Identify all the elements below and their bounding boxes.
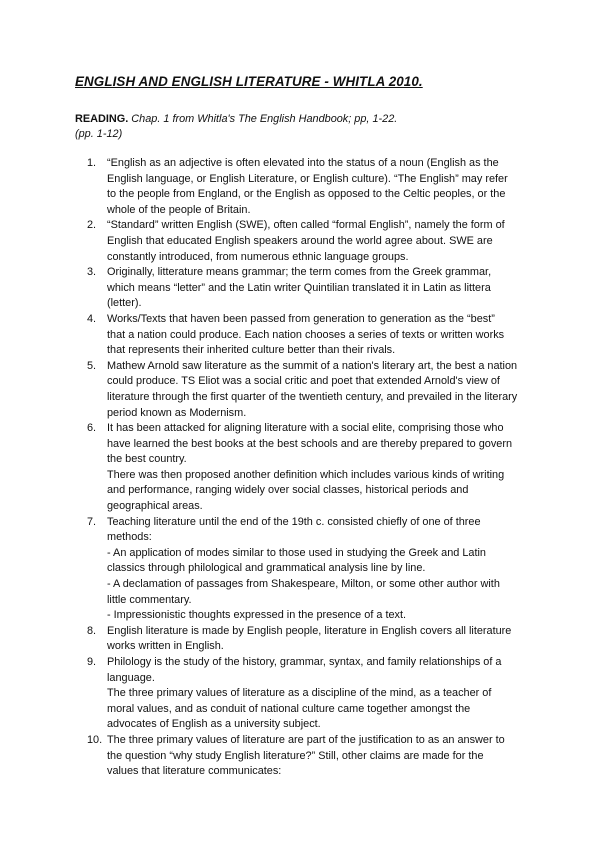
list-item-line: and performance, ranging widely over social classes, historical periods and (107, 484, 469, 497)
list-item-line: - An application of modes similar to those used in studying the Greek and Latin (107, 546, 486, 559)
list-item-line: It has been attacked for aligning literature with a social elite, comprising those who (107, 422, 504, 435)
list-item-line: to the people from England, or the English as opposed to the Celtic peoples, or the (107, 188, 506, 201)
list-item-line: that a nation could produce. Each nation chooses a series of texts or written works (107, 328, 505, 341)
list-item-line: The three primary values of literature are part of the justification to as an answer to (107, 733, 505, 746)
list-item-line: Philology is the study of the history, grammar, syntax, and family relationships of a (107, 656, 502, 668)
list-item (87, 515, 507, 624)
list-item (87, 218, 507, 265)
list-item-line: - Impressionistic thoughts expressed in the presence of a text. (107, 609, 407, 622)
list-item (87, 156, 507, 218)
list-item-line: “Standard” written English (SWE), often called “formal English”, namely the form of (107, 219, 505, 232)
list-item-line: moral values, and as conduit of national culture came together amongst the (107, 702, 471, 715)
list-item-number: 10. (87, 733, 103, 746)
list-item-line: The three primary values of literature as a discipline of the mind, as a teacher of (107, 687, 492, 700)
list-item-number: 5. (87, 359, 97, 372)
list-item-line: advocates of English as a university subject. (107, 718, 321, 731)
list-item-line: Teaching literature until the end of the 19th c. consisted chiefly of one of three (107, 515, 481, 528)
list-item-line: literature through the first quarter of the twentieth century, and prevailed in the literary (107, 390, 518, 403)
list-item-line: whole of the people of Britain. (107, 203, 251, 216)
list-item-line: English language, or English Literature, or English culture). “The English” may refer (107, 172, 508, 185)
list-item-number: 9. (87, 656, 97, 668)
list-item-line: little commentary. (107, 593, 192, 606)
list-item (87, 265, 507, 312)
list-item-number: 4. (87, 312, 97, 325)
list-item-line: that represents their inherited culture better than their rivals. (107, 344, 396, 357)
page-range: (pp. 1-12) (75, 128, 123, 140)
list-item-line: “English as an adjective is often elevated into the status of a noun (English as the (107, 157, 499, 169)
list-item-line: could produce. TS Eliot was a social critic and poet that extended Arnold's view of (107, 375, 500, 388)
list-item-number: 2. (87, 219, 97, 232)
list-item-number: 1. (87, 157, 97, 169)
list-item (87, 733, 507, 780)
list-item-line: methods: (107, 531, 152, 544)
list-item-line: which means “letter” and the Latin writer Quintilian translated it in Latin as littera (107, 281, 491, 294)
list-item (87, 359, 518, 421)
list-item (87, 624, 512, 655)
list-item-line: English literature is made by English people, literature in English covers all literature (107, 624, 512, 637)
list-item-line: language. (107, 671, 155, 684)
list-item-number: 3. (87, 266, 97, 279)
list-item-line: Mathew Arnold saw literature as the summit of a nation's literary art, the best a nation (107, 359, 518, 372)
reading-line (75, 112, 397, 127)
list-item-line: have learned the best books at the best schools and are thereby prepared to govern (107, 437, 513, 450)
list-item-line: Works/Texts that haven been passed from generation to generation as the “best” (107, 312, 495, 325)
document-title: ENGLISH AND ENGLISH LITERATURE - WHITLA 2010. (75, 74, 423, 89)
list-item-line: Originally, litterature means grammar; the term comes from the Greek grammar, (107, 266, 492, 279)
list-item (87, 655, 507, 733)
reading-label: READING. (75, 113, 129, 125)
list-item-line: the best country. (107, 453, 187, 466)
list-item-line: geographical areas. (107, 500, 203, 513)
list-item-line: - A declamation of passages from Shakespeare, Milton, or some other author with (107, 578, 500, 591)
list-item-line: values that literature communicates: (107, 765, 282, 778)
numbered-list (87, 156, 518, 780)
list-item-line: period known as Modernism. (107, 406, 247, 419)
list-item (87, 312, 507, 359)
list-item-line: classics through philological and grammatical analysis line by line. (107, 562, 426, 575)
list-item-number: 7. (87, 515, 97, 528)
list-item-number: 6. (87, 422, 97, 435)
list-item-number: 8. (87, 624, 97, 637)
list-item-line: works written in English. (107, 640, 224, 653)
list-item-line: English that educated English speakers around the world agree about. SWE are (107, 234, 493, 247)
list-item (87, 421, 513, 515)
list-item-line: constantly introduced, from numerous ethnic language groups. (107, 250, 409, 263)
list-item-line: the question “why study English literature?” Still, other claims are made for the (107, 749, 484, 762)
list-item-line: (letter). (107, 297, 142, 310)
list-item-line: There was then proposed another definition which includes various kinds of writing (107, 468, 505, 481)
reading-reference: Chap. 1 from Whitla's The English Handbook; pp, 1-22. (131, 113, 398, 125)
